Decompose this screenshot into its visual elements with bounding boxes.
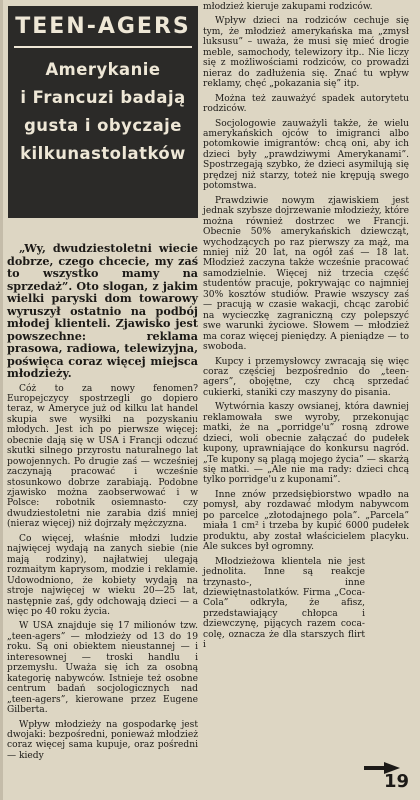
body-paragraph: Wytwórnia kaszy owsianej, która dawniej reklamowała swe wyroby, przekonując matki, że na „porridge'u” rosną zdrowe dzieci, woli obecnie załączać do pudełek kupony, uprawniające do konkursu nagród. „Te kupony są plagą mojego życia” — skarżą się matki. — „Ale nie ma rady: dzieci chcą tylko porridge'u z kuponami”. [203, 402, 409, 486]
page-edge-shadow [0, 0, 3, 800]
headline-line: gusta i obyczaje [24, 116, 182, 135]
headline-line: i Francuzi badają [20, 88, 186, 107]
body-paragraph: Co więcej, właśnie młodzi ludzie najwięcej wydają na zanych siebie (nie mają rodziny), najłatwiej ulegają rozmaitym kaprysom, modzie i reklamie. Udowodniono, że kobiety wydają na stroje najwięcej w wieku 20—25 lat, następnie zaś, gdy odchowają dzieci — a więc po 40 roku życia. [7, 533, 198, 618]
body-paragraph: Kupcy i przemysłowcy zwracają się więc coraz częściej bezpośrednio do „teen-agers”, obojętne, czy chcą sprzedać cukierki, staniki czy maszyny do pisania. [203, 356, 409, 398]
headline-line: kilkunastolatków [20, 144, 186, 163]
left-text-column [7, 242, 198, 761]
article-lead: „Wy, dwudziestoletni wiecie dobrze, czego chcecie, my zaś to wszystko mamy na sprzedaż”. Oto slogan, z jakim wielki paryski dom towarowy wyruszył ostatnio na podbój młodej klienteli. Zjawisko jest powszechne: reklama prasowa, radiowa, telewizyjna, poświęca coraz więcej miejsca młodzieży. [7, 241, 198, 380]
article-kicker: TEEN-AGERS [14, 14, 192, 48]
body-paragraph: młodzież kieruje zakupami rodziców. [203, 2, 373, 12]
body-paragraph: Wpływ młodzieży na gospodarkę jest dwojaki: bezpośredni, ponieważ młodzież coraz więcej sama kupuje, oraz pośredni — kiedy [7, 719, 198, 761]
headline-line: Amerykanie [45, 60, 161, 79]
page-number: 19 [383, 771, 409, 792]
body-paragraph: Wpływ dzieci na rodziców cechuje się tym, że młodzież amerykańska ma „zmysł luksusu” – uważa, że musi się mieć drogie meble, samochody, telewizory itp.. Nie liczy się z możliwościami rodziców, co prowadzi nieraz do zadłużenia się. Znać tu wpływ reklamy, chęć „pokazania się” itp. [203, 16, 409, 90]
body-paragraph: W USA znajduje się 17 milionów tzw. „teen-agers” — młodzieży od 13 do 19 roku. Są oni obiektem nieustannej — i interesownej — troski handlu i przemysłu. Uważa się ich za osobną kategorię nabywców. Istnieje też osobne centrum badań socjologicznych nad „teen-agers”, kierowane przez Eugene Gilberta. [7, 621, 198, 716]
right-text-column [203, 2, 409, 651]
article-headline [14, 56, 192, 168]
article-masthead [8, 6, 198, 218]
body-paragraph: Cóż to za nowy fenomen? Europejczycy spostrzegli go dopiero teraz, w Ameryce już od kilku lat handel skupia swe wysiłki na pozyskaniu młodych. Jest ich po pierwsze więcej: obecnie dają się w USA i Francji odczuć skutki silnego przyrostu naturalnego lat powojennych. Po drugie zaś — wcześniej zaczynają pracować i wcześnie stosunkowo dobrze zarabiają. Podobne zjawisko można zaobserwować i w Polsce: robotnik osiemnasto- czy dwudziestoletni nie zarabia dziś mniej (nieraz więcej) niż dojrzały mężczyzna. [7, 383, 198, 530]
body-paragraph: Można też zauważyć spadek autorytetu rodziców. [203, 93, 409, 115]
body-paragraph: Młodzieżowa klientela nie jest jednolita. Inne są reakcje trzynasto-, inne dziewiętnastolatków. Firma „Coca-Cola” odkryła, że afisz, przedstawiający chłopca i dziewczynę, pijących razem coca-colę, oznacza że dla starszych flirt i [203, 556, 365, 651]
body-paragraph: Prawdziwie nowym zjawiskiem jest jednak szybsze dojrzewanie młodzieży, które można również dostrzec we Francji. Obecnie 50% amerykańskich dziewcząt, wychodzących po raz pierwszy za mąż, ma mniej niż 20 lat, na ogół zaś — 18 lat. Młodzież zaczyna także wcześnie pracować samodzielnie. Więcej niż trzecia część studentów pracuje, pokrywając co najmniej 30% kosztów studiów. Prawie wszyscy zaś — pracują w czasie wakacji, chcąc zarobić na wycieczkę zagraniczną czy polepszyć swe warunki życiowe. Słowem — młodzież ma coraz więcej pieniędzy. A pieniądze — to swoboda. [203, 195, 409, 353]
body-paragraph: Inne znów przedsiębiorstwo wpadło na pomysł, aby rozdawać młodym nabywcom po parcelce „złotodajnego pola”. „Parcela” miała 1 cm² i trzeba by kupić 6000 pudełek produktu, aby został właścicielem placyku. Ale sukces był ogromny. [203, 489, 409, 553]
body-paragraph: Socjologowie zauważyli także, że wielu amerykańskich ojców to imigranci albo potomkowie imigrantów: chcą oni, aby ich dzieci były „prawdziwymi Amerykanami”. Spostrzegają szybko, że dzieci asymilują się prędzej niż starzy, toteż nie krępują swego potomstwa. [203, 118, 409, 192]
